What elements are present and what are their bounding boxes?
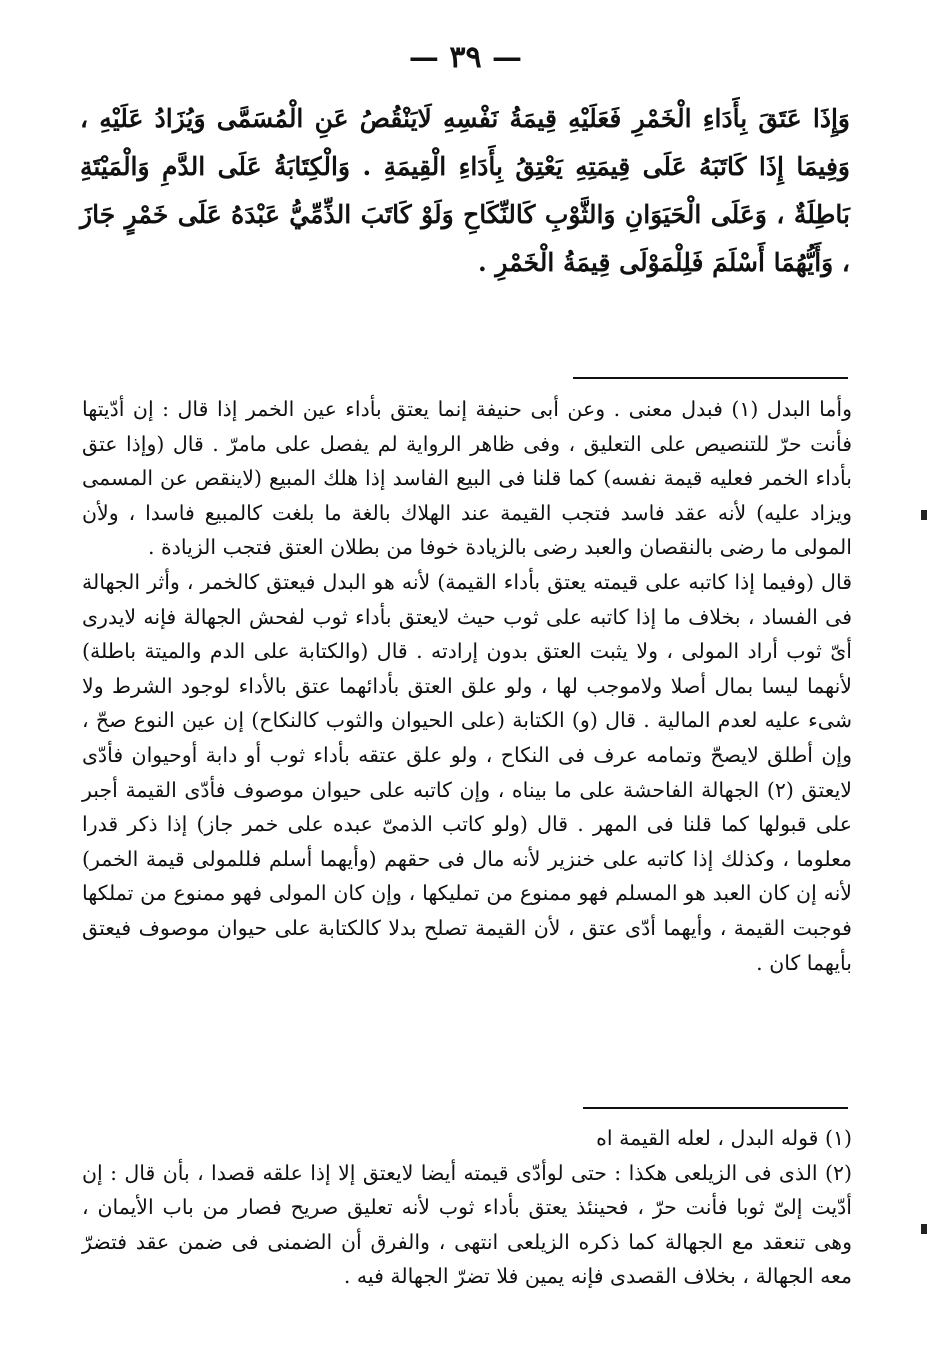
page-number: — ٣٩ — <box>408 40 523 75</box>
commentary-sharh <box>82 392 852 980</box>
footnote-separator-rule <box>583 1107 848 1109</box>
matn-separator-rule <box>573 377 848 379</box>
main-text-matn: وَإِذَا عَتَقَ بِأَدَاءِ الْخَمْرِ فَعَلَيْهِ قِيمَةُ نَفْسِهِ لَايَنْقُصُ عَنِ الْمُسَمَّى وَيُزَادُ عَلَيْهِ ، وَفِيمَا إِذَا كَاتَبَهُ عَلَى قِيمَتِهِ يَعْتِقُ بِأَدَاءِ الْقِيمَةِ . وَالْكِتَابَةُ عَلَى الدَّمِ وَالْمَيْتَةِ بَاطِلَةٌ ، وَعَلَى الْحَيَوَانِ وَالثَّوْبِ كَالنِّكَاحِ وَلَوْ كَاتَبَ الذِّمِّيُّ عَبْدَهُ عَلَى خَمْرٍ جَازَ ، وَأَيُّهُمَا أَسْلَمَ فَلِلْمَوْلَى قِيمَةُ الْخَمْرِ . <box>80 104 850 277</box>
footnotes <box>82 1121 852 1294</box>
margin-mark <box>921 1224 927 1234</box>
footnote-1: (١) قوله البدل ، لعله القيمة اه <box>596 1126 852 1150</box>
commentary-paragraph-1: وأما البدل (١) فبدل معنى . وعن أبى حنيفة إنما يعتق بأداء عين الخمر إذا قال : إن أدّيتها فأنت حرّ للتنصيص على التعليق ، وفى ظاهر الرواية لم يفصل على مامرّ . قال (وإذا عتق بأداء الخمر فعليه قيمة نفسه) كما قلنا فى البيع الفاسد إذا هلك المبيع (لاينقص عن المسمى ويزاد عليه) لأنه عقد فاسد فتجب القيمة عند الهلاك بالغة ما بلغت كالمبيع فاسدا ، ولأن المولى ما رضى بالنقصان والعبد رضى بالزيادة خوفا من بطلان العتق فتجب الزيادة . <box>82 397 852 560</box>
margin-mark <box>921 510 927 520</box>
footnote-2: (٢) الذى فى الزيلعى هكذا : حتى لوأدّى قيمته أيضا لايعتق إلا إذا علقه قصدا ، بأن قال : إن أدّيت إلىّ ثوبا فأنت حرّ ، فحينئذ يعتق بأداء ثوب لأنه تعليق صريح فصار من باب الأيمان ، وهى تنعقد مع الجهالة كما ذكره الزيلعى انتهى ، والفرق أن الضمنى فى ضمن عقد فتضرّ معه الجهالة ، بخلاف القصدى فإنه يمين فلا تضرّ الجهالة فيه . <box>82 1160 852 1289</box>
commentary-paragraph-2: قال (وفيما إذا كاتبه على قيمته يعتق بأداء القيمة) لأنه هو البدل فيعتق كالخمر ، وأثر الجهالة فى الفساد ، بخلاف ما إذا كاتبه على ثوب حيث لايعتق بأداء ثوب لفحش الجهالة فإنه لايدرى أىّ ثوب أراد المولى ، ولا يثبت العتق بدون إرادته . قال (والكتابة على الدم والميتة باطلة) لأنهما ليسا بمال أصلا ولاموجب لها ، ولو علق العتق بأدائهما عتق بالأداء لوجود الشرط ولا شىء عليه لعدم المالية . قال (و) الكتابة (على الحيوان والثوب كالنكاح) إن عين النوع صحّ ، وإن أطلق لايصحّ وتمامه عرف فى النكاح ، ولو علق عتقه بأداء ثوب أو دابة أوحيوان فأدّى لايعتق (٢) الجهالة الفاحشة على ما بيناه ، وإن كاتبه على حيوان موصوف فأدّى القيمة أجبر على قبولها كما قلنا فى المهر . قال (ولو كاتب الذمىّ عبده على خمر جاز) إذا ذكر قدرا معلوما ، وكذلك إذا كاتبه على خنزير لأنه مال فى حقهم (وأيهما أسلم فللمولى قيمة الخمر) لأنه إن كان العبد هو المسلم فهو ممنوع من تمليكها ، وإن كان المولى فهو ممنوع من تملكها فوجبت القيمة ، وأيهما أدّى عتق ، لأن القيمة تصلح بدلا كالكتابة على حيوان موصوف فيعتق بأيهما كان . <box>82 569 852 975</box>
